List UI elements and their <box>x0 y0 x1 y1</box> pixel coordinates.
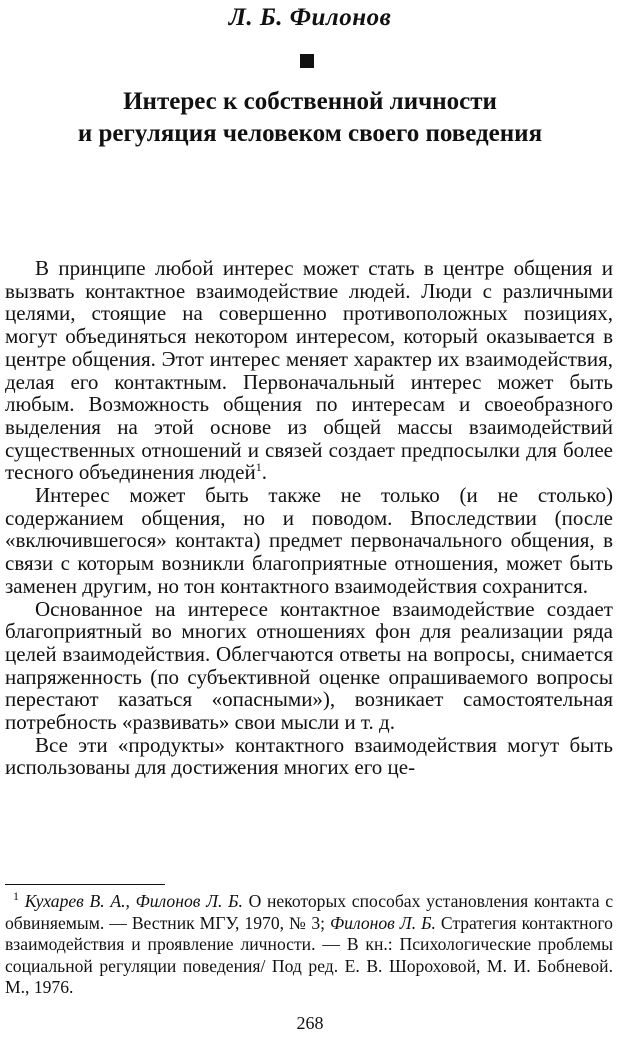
title-line-1: Интерес к собственной личности <box>123 88 497 115</box>
paragraph-1-text: В принципе любой интерес может стать в центре общения и вызвать контактное взаимодействие людей. Люди с различными целями, стоящие на совершенно противоположных позициях, могут объединяться некотором интересом, который оказывается в центре общения. Этот интерес меняет характер их взаимодействия, делая его контактным. Первоначальный интерес может быть любым. Возможность общения по интересам и своеобразного выделения на этой основе из общей массы взаимодействий существенных отношений и связей создает предпосылки для более тесного объединения людей <box>5 256 613 485</box>
page-number: 268 <box>296 1013 324 1033</box>
title-line-2: и регуляция человеком своего поведения <box>77 120 543 147</box>
footnote-text-2: Стратегия контактного взаимодействия и проявление личности. — В кн.: Психологические проблемы социальной регуляции поведения/ Под ред. Е. В. Шороховой, М. И. Бобневой. М., 1976. <box>5 912 613 998</box>
footnote <box>5 891 613 999</box>
paragraph-1-end: . <box>261 460 267 485</box>
footnote-mark: 1 <box>13 889 19 904</box>
section-marker-square <box>300 54 314 68</box>
paragraph-4: Все эти «продукты» контактного взаимодействия могут быть использованы для достижения многих его це- <box>5 732 613 780</box>
footnote-divider <box>5 884 165 885</box>
footnote-reference: 1 <box>255 460 262 475</box>
footnote-text-1: О некоторых способах установления контакта с обвиняемым. — Вестник МГУ, 1970, № 3; <box>5 891 613 933</box>
article-title <box>0 86 620 150</box>
body-text <box>5 257 613 779</box>
running-header-author: Л. Б. Филонов <box>228 4 392 31</box>
paragraph-3: Основанное на интересе контактное взаимодействие создает благоприятный во многих отношениях фон для реализации ряда целей взаимодействия. Облегчаются ответы на вопросы, снимается напряженность (по субъективной оценке опрашиваемого вопросы перестают казаться «опасными»), возникает самостоятельная потребность «развивать» свои мысли и т. д. <box>5 596 613 735</box>
footnote-author-1: Кухарев В. А., Филонов Л. Б. <box>24 891 243 911</box>
paragraph-2: Интерес может быть также не только (и не столько) содержанием общения, но и поводом. Впоследствии (после «включившегося» контакта) предмет первоначального общения, в связи с которым возникли благоприятные отношения, может быть заменен другим, но тон контактного взаимодействия сохранится. <box>5 483 613 598</box>
footnote-author-2: Филонов Л. Б. <box>330 912 436 933</box>
paragraph-1 <box>5 257 613 484</box>
